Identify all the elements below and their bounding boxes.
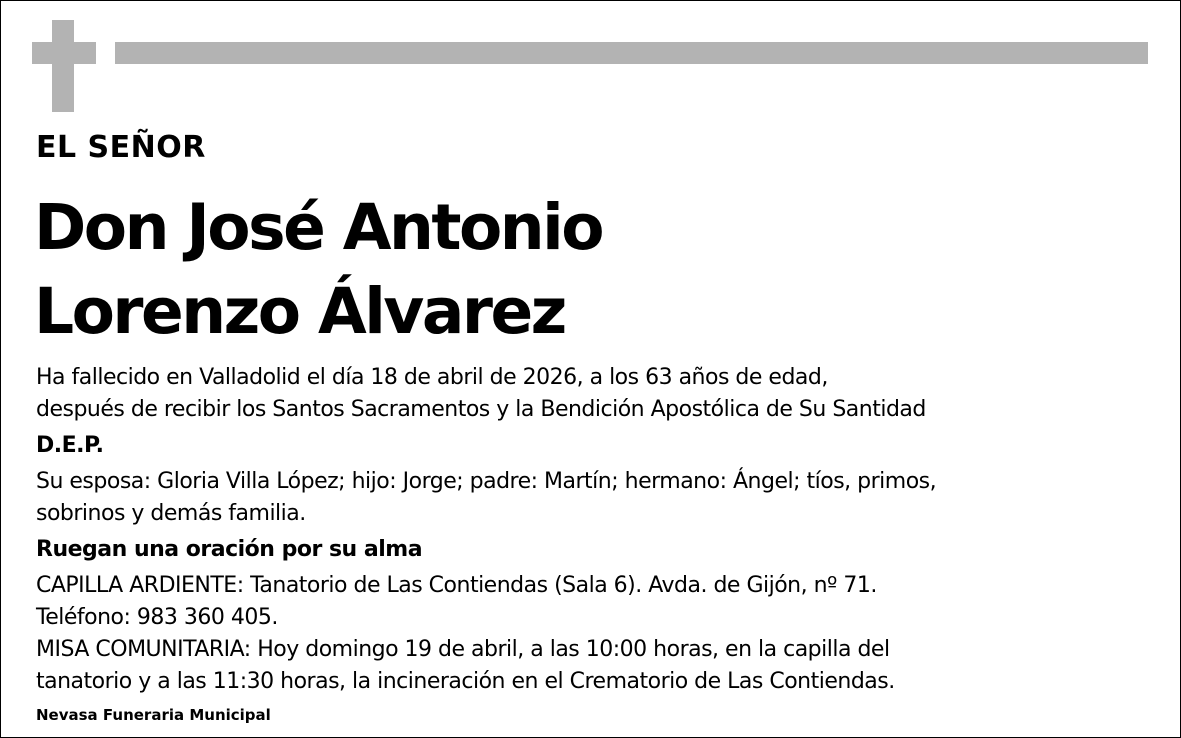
deceased-name-line2: Lorenzo Álvarez: [34, 275, 565, 348]
mass-line2: tanatorio y a las 11:30 horas, la incineración en el Crematorio de Las Contiendas.: [36, 669, 895, 694]
deceased-name-line1: Don José Antonio: [34, 191, 602, 264]
deceased-name: [34, 186, 602, 354]
funeral-home-name: Nevasa Funeraria Municipal: [36, 706, 271, 724]
chapel-line1: CAPILLA ARDIENTE: Tanatorio de Las Contiendas (Sala 6). Avda. de Gijón, nº 71.: [36, 573, 877, 598]
dep-label: D.E.P.: [36, 433, 104, 458]
family-line2: sobrinos y demás familia.: [36, 501, 306, 526]
cross-icon-vertical: [52, 20, 74, 112]
family-line1: Su esposa: Gloria Villa López; hijo: Jorge; padre: Martín; hermano: Ángel; tíos, primos,: [36, 469, 937, 494]
mass-line1: MISA COMUNITARIA: Hoy domingo 19 de abril, a las 10:00 horas, en la capilla del: [36, 637, 890, 662]
announcement-line1: Ha fallecido en Valladolid el día 18 de abril de 2026, a los 63 años de edad,: [36, 365, 828, 390]
header-bar: [115, 42, 1148, 64]
announcement-line2: después de recibir los Santos Sacramentos y la Bendición Apostólica de Su Santidad: [36, 397, 926, 422]
cross-icon-horizontal: [32, 42, 96, 64]
prayer-request: Ruegan una oración por su alma: [36, 537, 423, 562]
honorific-title: EL SEÑOR: [36, 130, 206, 165]
chapel-line2: Teléfono: 983 360 405.: [36, 605, 278, 630]
